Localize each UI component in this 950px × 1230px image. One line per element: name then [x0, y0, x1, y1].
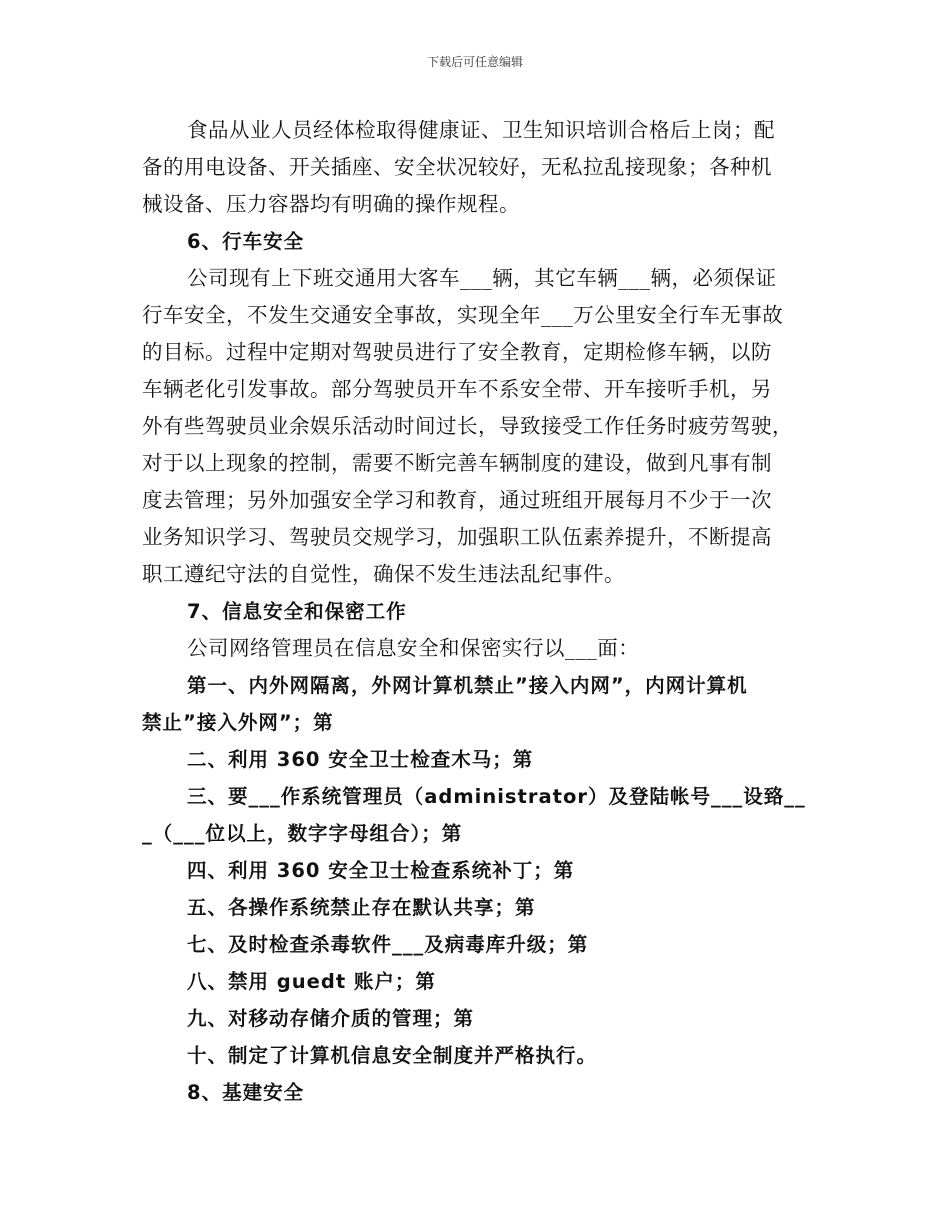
- paragraph-line: _（___位以上，数字字母组合）；第: [142, 822, 463, 845]
- paragraph-line: 四、利用 360 安全卫士检查系统补丁；第: [187, 859, 575, 882]
- paragraph-line: 二、利用 360 安全卫士检查木马；第: [187, 748, 534, 771]
- document-body: [142, 112, 822, 1111]
- paragraph-line: 外有些驾驶员业余娱乐活动时间过长，导致接受工作任务时疲劳驾驶，: [142, 414, 793, 438]
- paragraph-line: 禁止”接入外网”；第: [142, 711, 334, 734]
- paragraph-line: 度去管理；另外加强安全学习和教育，通过班组开展每月不少于一次: [142, 488, 772, 512]
- paragraph-line: 八、禁用 guedt 账户；第: [187, 970, 436, 993]
- paragraph-line: 三、要___作系统管理员（administrator）及登陆帐号___设臵__: [187, 785, 806, 808]
- paragraph-line: 对于以上现象的控制，需要不断完善车辆制度的建设，做到凡事有制: [142, 451, 772, 475]
- paragraph-line: 行车安全，不发生交通安全事故，实现全年___万公里安全行车无事故: [142, 303, 784, 327]
- paragraph-line: 五、各操作系统禁止存在默认共享；第: [187, 896, 536, 919]
- paragraph-line: 公司现有上下班交通用大客车___辆，其它车辆___辆，必须保证: [187, 266, 777, 290]
- paragraph-line: 七、及时检查杀毒软件___及病毒库升级；第: [187, 933, 589, 956]
- paragraph-line: 8、基建安全: [187, 1081, 305, 1104]
- paragraph-line: 职工遵纪守法的自觉性，确保不发生违法乱纪事件。: [142, 562, 625, 586]
- paragraph-line: 械设备、压力容器均有明确的操作规程。: [142, 192, 520, 216]
- paragraph-line: 第一、内外网隔离，外网计算机禁止”接入内网”，内网计算机: [187, 674, 748, 697]
- paragraph-line: 十、制定了计算机信息安全制度并严格执行。: [187, 1044, 598, 1067]
- paragraph-line: 6、行车安全: [187, 230, 305, 253]
- page-header: 下载后可任意编辑: [426, 55, 523, 69]
- paragraph-line: 公司网络管理员在信息安全和保密实行以___面：: [187, 636, 640, 660]
- paragraph-line: 的目标。过程中定期对驾驶员进行了安全教育，定期检修车辆，以防: [142, 340, 772, 364]
- paragraph-line: 车辆老化引发事故。部分驾驶员开车不系安全带、开车接听手机，另: [142, 377, 772, 401]
- paragraph-line: 九、对移动存储介质的管理；第: [187, 1007, 475, 1030]
- paragraph-line: 食品从业人员经体检取得健康证、卫生知识培训合格后上岗；配: [187, 118, 775, 142]
- paragraph-line: 备的用电设备、开关插座、安全状况较好，无私拉乱接现象；各种机: [142, 155, 772, 179]
- paragraph-line: 7、信息安全和保密工作: [187, 600, 407, 623]
- paragraph-line: 业务知识学习、驾驶员交规学习，加强职工队伍素养提升，不断提高: [142, 525, 772, 549]
